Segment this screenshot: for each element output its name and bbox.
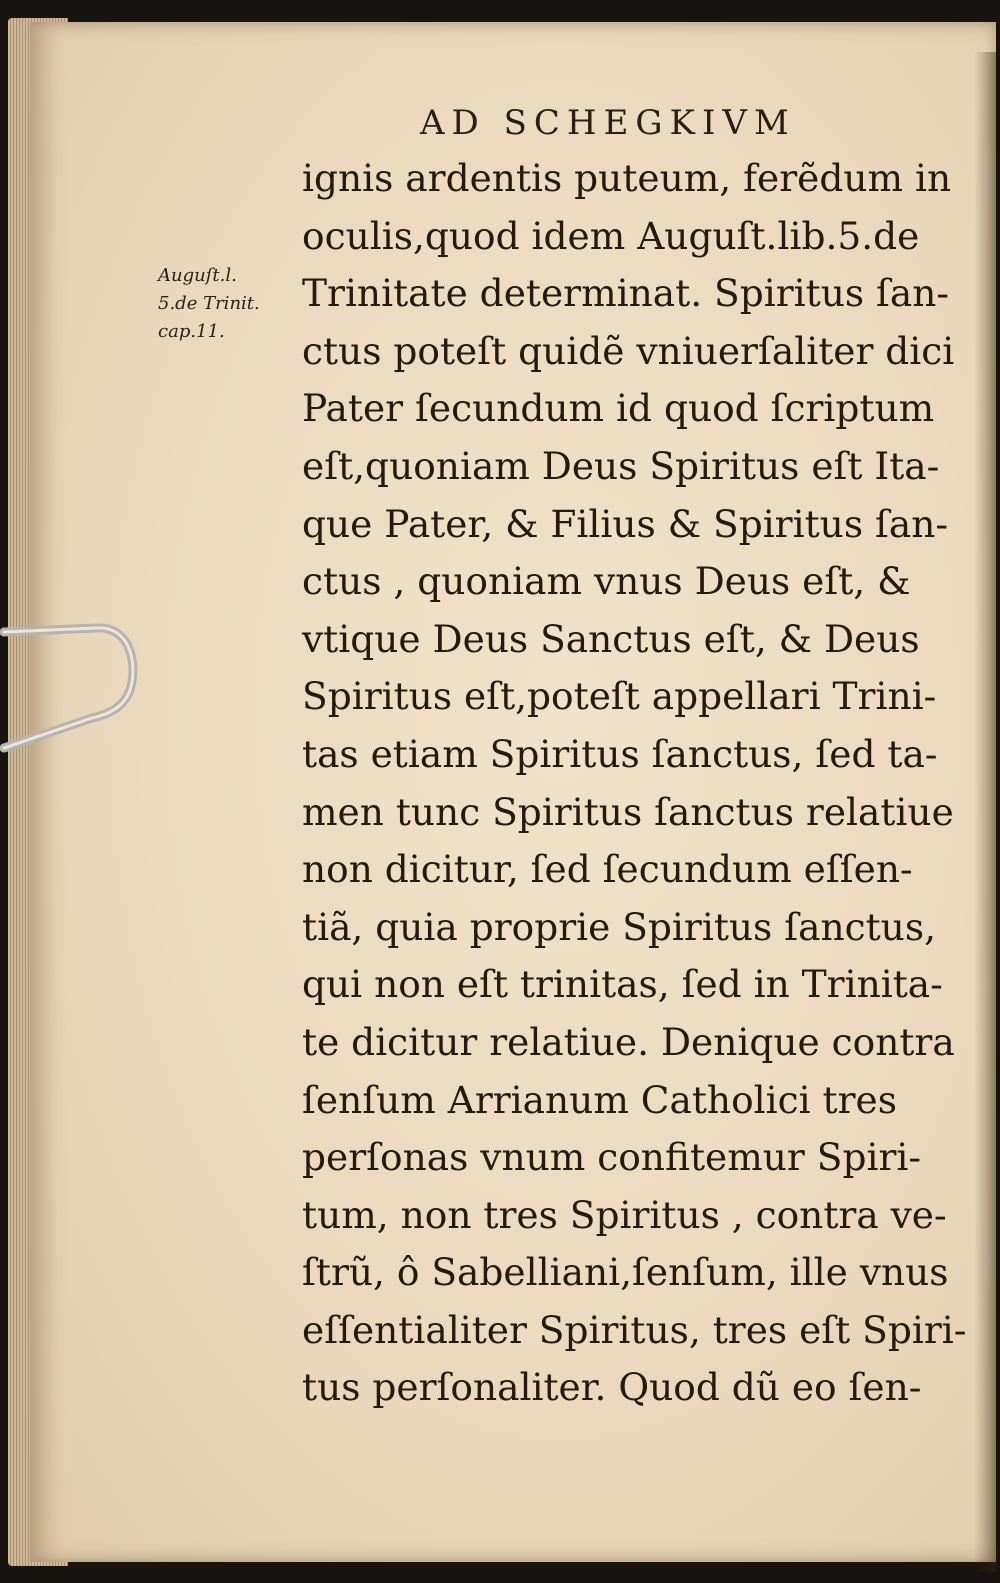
text-line: tum, non tres Spiritus , contra ve-: [302, 1192, 947, 1237]
text-line: tiã, quia proprie Spiritus ſanctus,: [302, 904, 937, 949]
text-line: non dicitur, ſed ſecundum eſſen-: [302, 847, 913, 892]
text-line: Spiritus eſt,poteſt appellari Trini-: [302, 674, 937, 719]
text-line: tus perſonaliter. Quod dũ eo ſen-: [302, 1365, 922, 1410]
text-line: qui non eſt trinitas, ſed in Trinita-: [302, 962, 943, 1007]
text-line: te dicitur relatiue. Denique contra: [302, 1019, 955, 1064]
margin-note-line: Auguſt.l.: [158, 265, 237, 286]
text-line: men tunc Spiritus ſanctus relatiue: [302, 789, 954, 834]
text-line: ctus poteſt quidẽ vniuerſaliter dici: [302, 328, 955, 373]
text-line: ctus , quoniam vnus Deus eſt, &: [302, 559, 911, 604]
text-line: oculis,quod idem Auguſt.lib.5.de: [302, 213, 920, 258]
text-line: vtique Deus Sanctus eſt, & Deus: [302, 616, 920, 661]
text-line: ſtrũ, ô Sabelliani,ſenſum, ille vnus: [302, 1250, 949, 1295]
text-line: eſt,quoniam Deus Spiritus eſt Ita-: [302, 443, 940, 488]
page-shadow: [974, 52, 996, 1572]
text-line: tas etiam Spiritus ſanctus, ſed ta-: [302, 731, 938, 776]
text-line: ignis ardentis puteum, ferẽdum in: [302, 156, 952, 200]
text-line: perſonas vnum confitemur Spiri-: [302, 1135, 922, 1180]
text-line: eſſentialiter Spiritus, tres eſt Spiri-: [302, 1307, 967, 1352]
paper-clip: [0, 618, 138, 754]
margin-note: [158, 262, 298, 346]
running-head: AD SCHEGKIVM: [420, 103, 796, 143]
text-line: ſenſum Arrianum Catholici tres: [302, 1077, 897, 1122]
text-line: Pater ſecundum id quod ſcriptum: [302, 386, 935, 431]
body-text: [302, 150, 967, 1417]
text-line: Trinitate determinat. Spiritus ſan-: [302, 271, 950, 316]
text-line: que Pater, & Filius & Spiritus ſan-: [302, 501, 949, 546]
margin-note-line: 5.de Trinit.: [158, 293, 260, 314]
margin-note-line: cap.11.: [158, 321, 225, 342]
